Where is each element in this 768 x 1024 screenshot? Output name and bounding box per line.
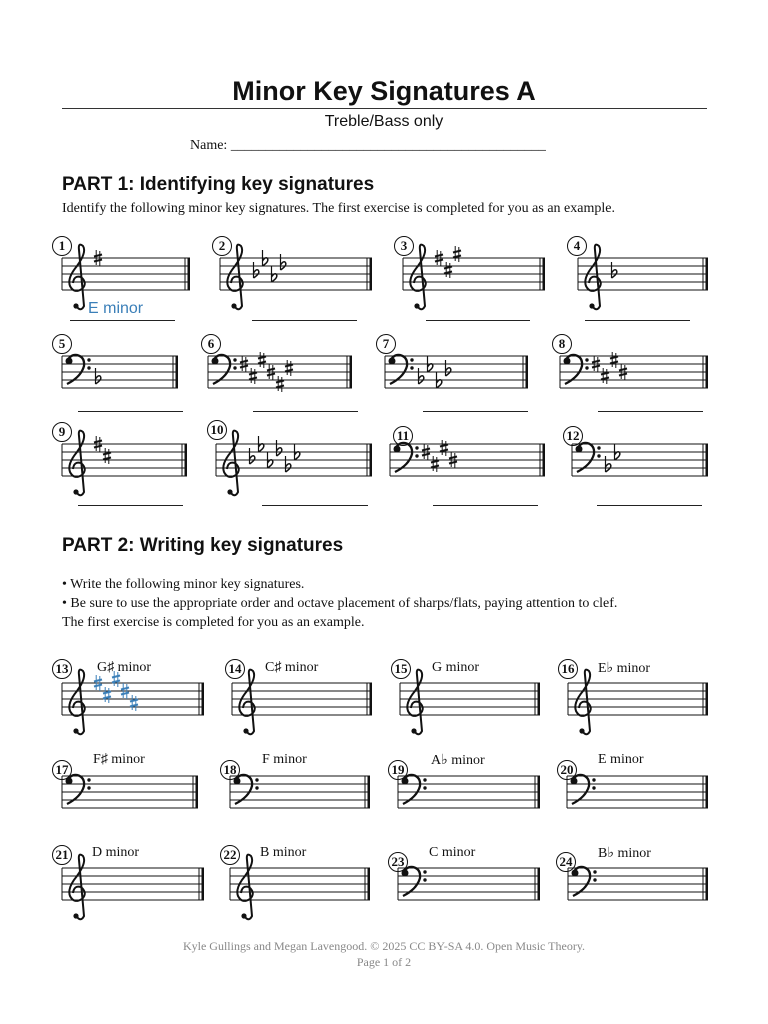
exercise-number: 14 — [225, 659, 245, 679]
barline-thick — [368, 776, 371, 808]
barline-thick — [543, 444, 546, 476]
exercise-prompt: C minor — [429, 845, 476, 860]
exercise-prompt: A♭ minor — [431, 753, 485, 768]
barline-thick — [706, 868, 709, 900]
sharp-icon — [112, 671, 120, 687]
answer-line[interactable] — [598, 411, 703, 412]
exercise-prompt: D minor — [92, 845, 140, 860]
exercise-number: 10 — [207, 420, 227, 440]
exercise-number: 13 — [52, 659, 72, 679]
treble-clef-icon — [237, 855, 252, 920]
barline-thick — [706, 258, 709, 290]
page-title: Minor Key Signatures A — [232, 76, 536, 106]
answer-line[interactable] — [423, 411, 528, 412]
treble-clef-icon — [223, 431, 238, 496]
p1-ex11-staff — [390, 419, 545, 509]
exercise-number: 16 — [558, 659, 578, 679]
barline-thick — [538, 683, 541, 715]
answer-line[interactable] — [426, 320, 530, 321]
sharp-icon — [285, 360, 293, 376]
exercise-number: 12 — [563, 426, 583, 446]
flat-icon — [606, 456, 611, 472]
p2-ex13-staff — [62, 658, 204, 748]
treble-clef-icon — [239, 670, 254, 735]
exercise-number: 7 — [376, 334, 396, 354]
p2-ex24-staff — [568, 843, 708, 933]
flat-icon — [286, 456, 291, 472]
sharp-icon — [444, 262, 452, 278]
page-subtitle: Treble/Bass only — [324, 113, 444, 130]
p1-ex9-staff — [62, 419, 187, 509]
exercise-number: 9 — [52, 422, 72, 442]
p1-ex6-staff — [208, 331, 352, 421]
exercise-number: 19 — [388, 760, 408, 780]
p2-ex19-staff — [398, 751, 540, 841]
p2-ex18-staff — [230, 751, 370, 841]
sharp-icon — [249, 368, 257, 384]
p2-ex17-staff — [62, 751, 198, 841]
answer-line[interactable] — [252, 320, 357, 321]
barline-thick — [706, 776, 709, 808]
barline-thick — [706, 683, 709, 715]
p1-ex3-staff — [403, 233, 545, 323]
answer-line[interactable] — [78, 505, 183, 506]
exercise-number: 21 — [52, 845, 72, 865]
part2-bullet-1: • Write the following minor key signatures. — [62, 577, 305, 592]
part2-note: The first exercise is completed for you as an example. — [62, 615, 365, 630]
exercise-number: 22 — [220, 845, 240, 865]
flat-icon — [446, 360, 451, 376]
exercise-number: 3 — [394, 236, 414, 256]
exercise-number: 4 — [567, 236, 587, 256]
exercise-prompt: G minor — [432, 660, 480, 675]
part2-heading: PART 2: Writing key signatures — [62, 535, 344, 556]
barline-thick — [202, 868, 205, 900]
exercise-number: 11 — [393, 426, 413, 446]
exercise-prompt: E minor — [598, 752, 644, 767]
footer-credit: Kyle Gullings and Megan Lavengood. © 2025 CC BY-SA 4.0. Open Music Theory. — [182, 939, 586, 953]
barline-thick — [543, 258, 546, 290]
treble-clef-icon — [575, 670, 590, 735]
exercise-number: 1 — [52, 236, 72, 256]
barline-thick — [370, 444, 373, 476]
answer-line[interactable] — [433, 505, 538, 506]
p2-ex16-staff — [568, 658, 708, 748]
treble-clef-icon — [410, 245, 425, 310]
exercise-prompt: B♭ minor — [598, 846, 651, 861]
flat-icon — [96, 368, 101, 384]
exercise-number: 2 — [212, 236, 232, 256]
sharp-icon — [601, 368, 609, 384]
p2-ex15-staff — [400, 658, 540, 748]
exercise-prompt: B minor — [260, 845, 307, 860]
exercise-number: 24 — [556, 852, 576, 872]
p1-ex7-staff — [385, 331, 528, 421]
exercise-number: 6 — [201, 334, 221, 354]
exercise-number: 18 — [220, 760, 240, 780]
p1-ex5-staff — [62, 331, 178, 421]
treble-clef-icon — [69, 245, 84, 310]
barline-thick — [538, 868, 541, 900]
flat-icon — [419, 368, 424, 384]
flat-icon — [277, 440, 282, 456]
barline-thick — [706, 444, 709, 476]
sharp-icon — [130, 695, 138, 711]
flat-icon — [254, 262, 259, 278]
answer-line[interactable] — [585, 320, 690, 321]
sharp-icon — [440, 440, 448, 456]
barline-thick — [185, 444, 188, 476]
exercise-prompt: F minor — [262, 752, 307, 767]
exercise-number: 5 — [52, 334, 72, 354]
p2-ex14-staff — [232, 658, 372, 748]
p2-ex23-staff — [398, 843, 540, 933]
barline-thick — [538, 776, 541, 808]
sharp-icon — [103, 687, 111, 703]
flat-icon — [281, 254, 286, 270]
part1-heading: PART 1: Identifying key signatures — [62, 174, 375, 195]
sharp-icon — [258, 352, 266, 368]
part1-instructions: Identify the following minor key signatures. The first exercise is completed for you as an example. — [62, 201, 615, 216]
treble-clef-icon — [407, 670, 422, 735]
sharp-icon — [453, 246, 461, 262]
treble-clef-icon — [69, 855, 84, 920]
exercise-number: 17 — [52, 760, 72, 780]
page-footer — [0, 938, 768, 970]
p1-ex2-staff — [220, 233, 372, 323]
p1-ex10-staff — [216, 419, 372, 509]
part2-bullet-2: • Be sure to use the appropriate order and octave placement of sharps/flats, paying attention to clef. — [62, 596, 618, 611]
p2-ex22-staff — [230, 843, 370, 933]
answer-line[interactable] — [78, 411, 183, 412]
p1-ex12-staff — [572, 419, 708, 509]
flat-icon — [612, 262, 617, 278]
barline-thick — [196, 776, 199, 808]
barline-thick — [176, 356, 179, 388]
p2-ex21-staff — [62, 843, 204, 933]
treble-clef-icon — [69, 431, 84, 496]
exercise-prompt: G♯ minor — [97, 660, 152, 675]
answer-line[interactable] — [253, 411, 358, 412]
footer-page-number: Page 1 of 2 — [356, 955, 412, 969]
exercise-number: 20 — [557, 760, 577, 780]
title-rule — [62, 108, 707, 109]
barline-thick — [202, 683, 205, 715]
p2-ex20-staff — [567, 751, 708, 841]
treble-clef-icon — [69, 670, 84, 735]
exercise-number: 8 — [552, 334, 572, 354]
barline-thick — [370, 683, 373, 715]
barline-thick — [706, 356, 709, 388]
treble-clef-icon — [585, 245, 600, 310]
exercise-number: 23 — [388, 852, 408, 872]
barline-thick — [370, 258, 373, 290]
sharp-icon — [276, 376, 284, 392]
barline-thick — [368, 868, 371, 900]
barline-thick — [188, 258, 191, 290]
barline-thick — [526, 356, 529, 388]
p1-ex4-staff — [578, 233, 708, 323]
answer-line[interactable] — [262, 505, 368, 506]
exercise-prompt: F♯ minor — [93, 752, 145, 767]
exercise-prompt: E♭ minor — [598, 661, 651, 676]
answer-line[interactable] — [70, 320, 175, 321]
flat-icon — [250, 448, 255, 464]
exercise-number: 15 — [391, 659, 411, 679]
sharp-icon — [431, 456, 439, 472]
barline-thick — [350, 356, 353, 388]
sharp-icon — [610, 352, 618, 368]
sharp-icon — [103, 448, 111, 464]
exercise-prompt: C♯ minor — [265, 660, 319, 675]
treble-clef-icon — [227, 245, 242, 310]
p1-ex8-staff — [560, 331, 708, 421]
answer-line[interactable] — [597, 505, 702, 506]
example-answer: E minor — [88, 300, 144, 317]
name-field[interactable]: Name: _____________________________________________ — [190, 138, 546, 153]
